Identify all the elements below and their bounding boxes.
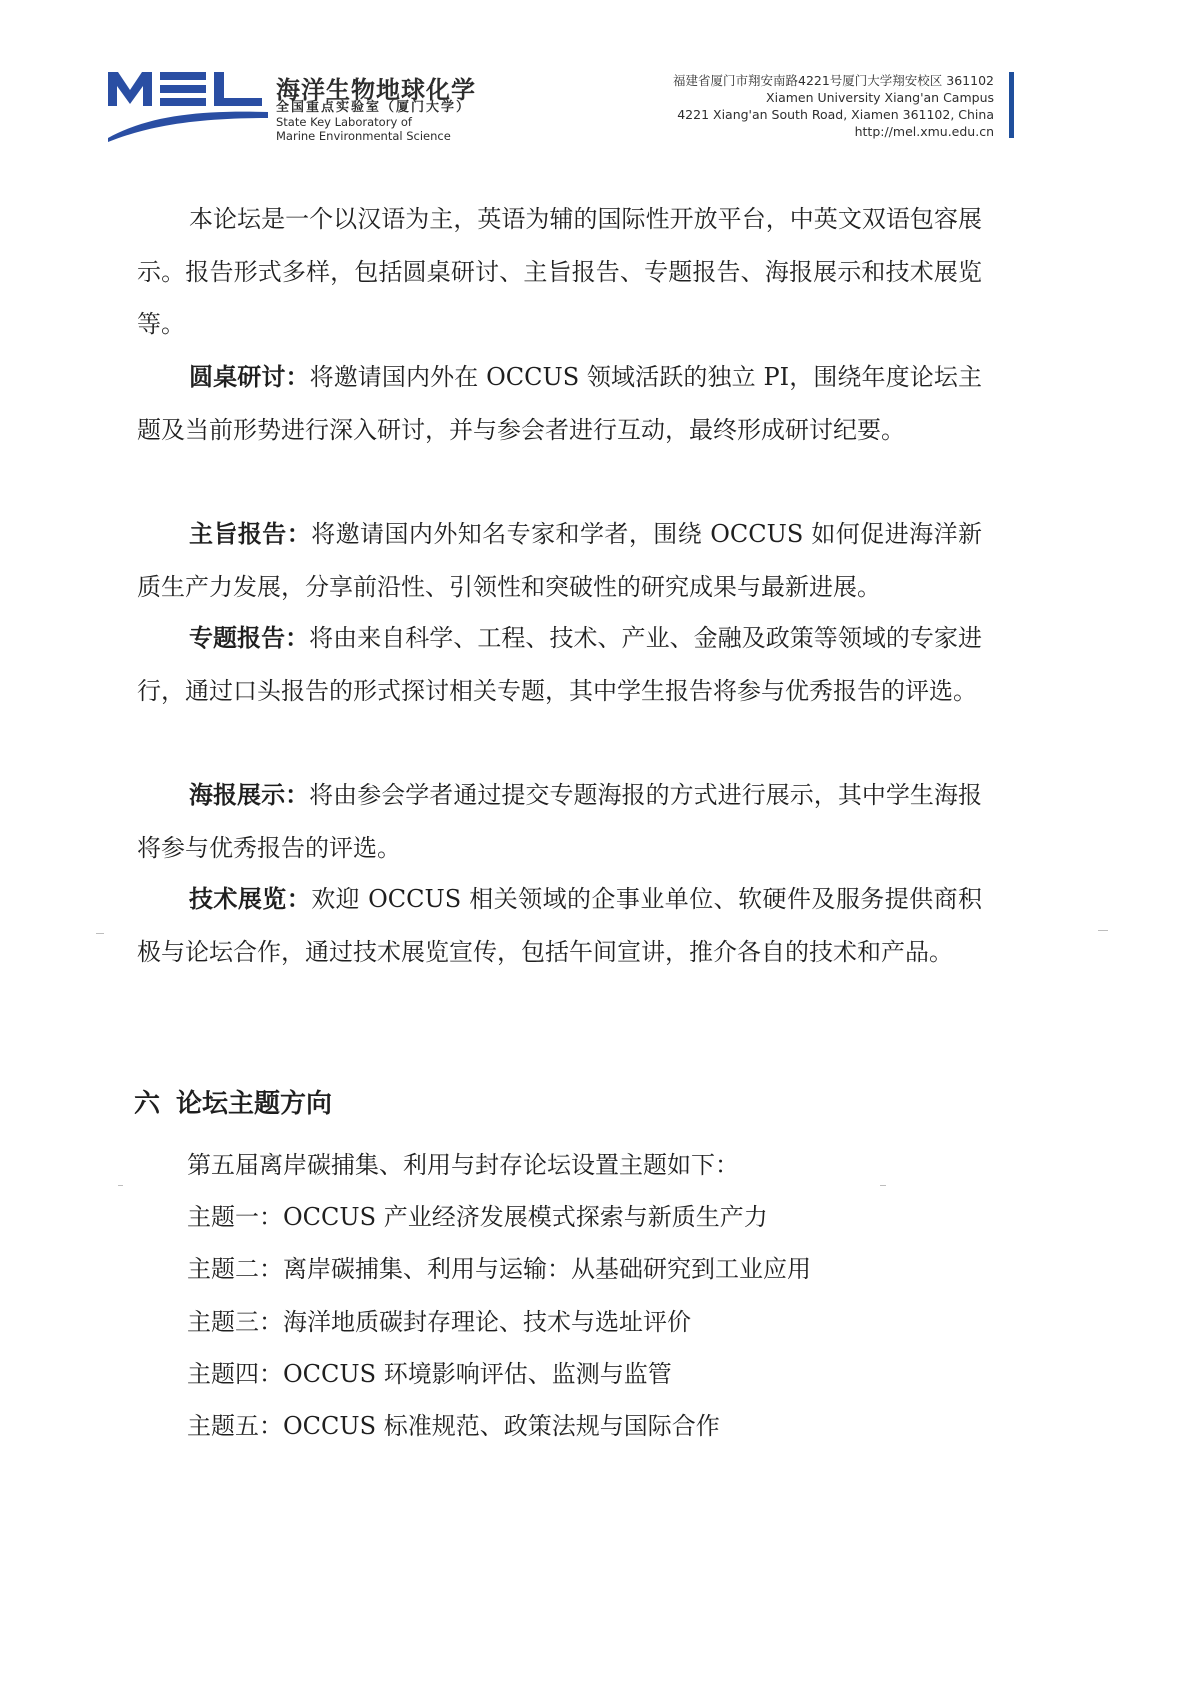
topic-item: 主题五：OCCUS 标准规范、政策法规与国际合作: [187, 1412, 720, 1440]
format-roundtable: [137, 351, 982, 456]
format-lead: 专题报告：: [189, 624, 310, 652]
format-lead: 技术展览：: [189, 885, 312, 913]
format-text: 将邀请国内外知名专家和学者，围绕 OCCUS 如何促进海洋新质生产力发展，分享前沿性、引领性和突破性的研究成果与最新进展。: [137, 520, 983, 601]
format-exhibition: [137, 873, 982, 978]
scan-speck: [96, 933, 104, 934]
topic-item: 主题一：OCCUS 产业经济发展模式探索与新质生产力: [187, 1203, 768, 1231]
intro-paragraph: 本论坛是一个以汉语为主，英语为辅的国际性开放平台，中英文双语包容展示。报告形式多样，包括圆桌研讨、主旨报告、专题报告、海报展示和技术展览等。: [137, 205, 982, 338]
mel-logo-icon: [108, 66, 268, 142]
lab-name-en-line1: State Key Laboratory of: [276, 115, 412, 129]
topic-item: 主题四：OCCUS 环境影响评估、监测与监管: [187, 1360, 672, 1388]
section-title: 论坛主题方向: [176, 1089, 333, 1119]
format-text: 将邀请国内外在 OCCUS 领域活跃的独立 PI，围绕年度论坛主题及当前形势进行深入研讨，并与参会者进行互动，最终形成研讨纪要。: [137, 363, 983, 444]
address-url: http://mel.xmu.edu.cn: [854, 124, 994, 139]
format-text: 将由参会学者通过提交专题海报的方式进行展示，其中学生海报将参与优秀报告的评选。: [137, 781, 982, 862]
format-keynote: [137, 508, 982, 613]
lab-address: [673, 72, 994, 140]
format-special-report: [137, 612, 982, 717]
format-poster: [137, 769, 982, 874]
scan-speck: [880, 1185, 886, 1186]
scan-speck: [118, 1185, 123, 1186]
scan-speck: [1098, 930, 1108, 931]
address-line-campus: Xiamen University Xiang'an Campus: [766, 90, 994, 105]
format-lead: 圆桌研讨：: [189, 363, 310, 391]
header-accent-bar: [1009, 72, 1014, 138]
section-number: 六: [134, 1089, 161, 1119]
lab-subname-cn: 全国重点实验室（厦门大学）: [276, 100, 472, 115]
section-heading: [134, 1083, 332, 1120]
topic-item: 主题三：海洋地质碳封存理论、技术与选址评价: [187, 1308, 691, 1336]
format-lead: 主旨报告：: [189, 520, 312, 548]
topic-item: 主题二：离岸碳捕集、利用与运输：从基础研究到工业应用: [187, 1255, 811, 1283]
format-text: 欢迎 OCCUS 相关领域的企事业单位、软硬件及服务提供商积极与论坛合作，通过技术展览宣传，包括午间宣讲，推介各自的技术和产品。: [137, 885, 983, 966]
section-intro: 第五届离岸碳捕集、利用与封存论坛设置主题如下：: [187, 1151, 739, 1179]
format-text: 将由来自科学、工程、技术、产业、金融及政策等领域的专家进行，通过口头报告的形式探讨相关专题，其中学生报告将参与优秀报告的评选。: [137, 624, 982, 705]
letterhead: [0, 0, 1110, 150]
lab-name-cn: 海洋生物地球化学: [276, 76, 476, 104]
address-line-cn: 福建省厦门市翔安南路4221号厦门大学翔安校区 361102: [672, 73, 994, 88]
lab-name-en-line2: Marine Environmental Science: [276, 129, 451, 143]
format-lead: 海报展示：: [189, 781, 310, 809]
address-line-street: 4221 Xiang'an South Road, Xiamen 361102, China: [677, 107, 994, 122]
